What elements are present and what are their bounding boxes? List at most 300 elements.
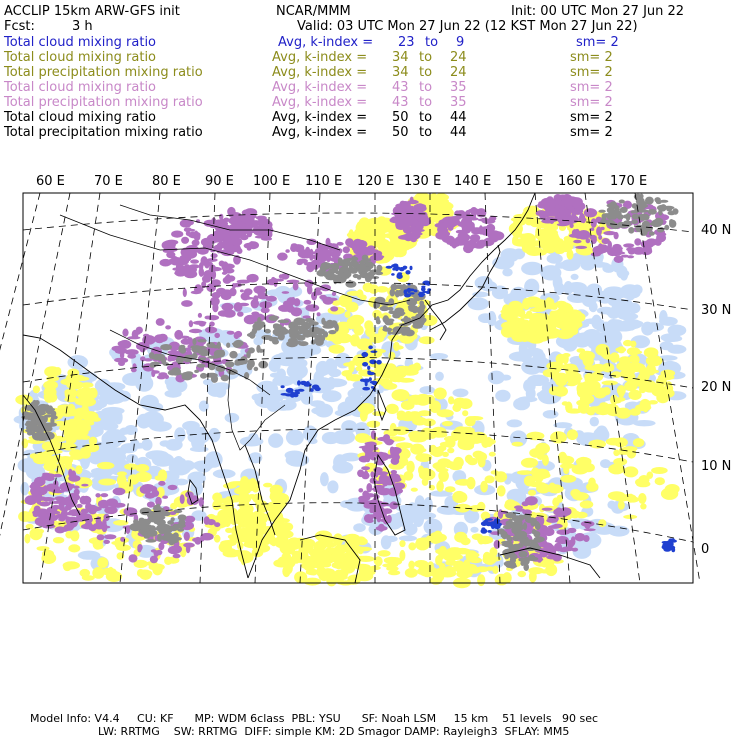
cloud-light-blue bbox=[430, 353, 449, 360]
cloud-gray bbox=[352, 256, 357, 260]
legend-row-4-field: Total cloud mixing ratio bbox=[4, 80, 157, 95]
cloud-gray bbox=[533, 537, 542, 543]
lat-label-1: 40 N bbox=[701, 223, 732, 238]
cloud-blue bbox=[365, 382, 368, 387]
cloud-gray bbox=[668, 211, 676, 215]
cloud-purple bbox=[283, 301, 289, 307]
cloud-light-blue bbox=[90, 472, 99, 478]
cloud-yellow bbox=[436, 432, 448, 438]
cloud-yellow bbox=[542, 454, 549, 465]
footer-physics-info: LW: RRTMG SW: RRTMG DIFF: simple KM: 2D Smagor DAMP: Rayleigh3 SFLAY: MM5 bbox=[98, 725, 570, 738]
cloud-yellow bbox=[323, 555, 329, 564]
cloud-purple bbox=[170, 257, 183, 266]
cloud-blue bbox=[306, 383, 312, 386]
cloud-purple bbox=[184, 532, 190, 541]
cloud-purple bbox=[127, 354, 136, 359]
cloud-yellow bbox=[567, 382, 577, 386]
cloud-purple bbox=[542, 508, 553, 511]
cloud-gray bbox=[372, 276, 380, 279]
cloud-purple bbox=[376, 526, 388, 531]
cloud-yellow bbox=[521, 458, 538, 468]
cloud-purple bbox=[448, 236, 453, 239]
cloud-yellow bbox=[270, 493, 280, 501]
cloud-yellow bbox=[611, 371, 622, 378]
cloud-yellow bbox=[603, 354, 618, 360]
cloud-light-blue bbox=[312, 377, 332, 385]
footer-model-info: Model Info: V4.4 CU: KF MP: WDM 6class PBL: YSU SF: Noah LSM 15 km 51 levels 90 sec bbox=[30, 712, 599, 725]
cloud-yellow bbox=[469, 557, 482, 563]
cloud-yellow bbox=[225, 528, 233, 533]
cloud-light-blue bbox=[141, 395, 159, 410]
cloud-gray bbox=[530, 520, 535, 526]
cloud-light-blue bbox=[571, 274, 579, 280]
cloud-purple bbox=[466, 241, 475, 250]
cloud-purple bbox=[183, 288, 187, 297]
cloud-purple bbox=[112, 503, 126, 508]
cloud-purple bbox=[574, 229, 580, 237]
cloud-blue bbox=[409, 289, 414, 292]
cloud-yellow bbox=[435, 555, 442, 566]
cloud-light-blue bbox=[301, 391, 314, 405]
cloud-purple bbox=[158, 372, 167, 376]
legend-row-1-sm: sm= 2 bbox=[576, 35, 619, 50]
cloud-purple bbox=[543, 212, 556, 215]
cloud-yellow bbox=[447, 461, 455, 468]
cloud-purple bbox=[211, 279, 221, 286]
legend-row-3-sm: sm= 2 bbox=[570, 65, 613, 80]
cloud-light-blue bbox=[174, 456, 183, 463]
cloud-blue bbox=[421, 286, 425, 288]
cloud-yellow bbox=[347, 317, 357, 330]
cloud-light-blue bbox=[582, 329, 602, 346]
cloud-light-blue bbox=[340, 500, 352, 508]
lon-label-11: 160 E bbox=[558, 174, 596, 189]
cloud-gray bbox=[365, 278, 371, 282]
cloud-gray bbox=[295, 341, 302, 344]
cloud-gray bbox=[631, 220, 638, 224]
cloud-purple bbox=[118, 361, 125, 366]
cloud-purple bbox=[32, 490, 42, 493]
cloud-yellow bbox=[41, 552, 56, 564]
cloud-purple bbox=[571, 548, 578, 552]
cloud-purple bbox=[571, 212, 575, 218]
legend-row-6-sm: sm= 2 bbox=[570, 110, 613, 125]
cloud-gray bbox=[649, 231, 655, 235]
cloud-yellow bbox=[562, 305, 573, 312]
cloud-blue bbox=[398, 274, 401, 278]
cloud-purple bbox=[573, 240, 581, 244]
cloud-purple bbox=[89, 525, 96, 532]
cloud-purple bbox=[361, 466, 370, 470]
cloud-light-blue bbox=[567, 282, 587, 293]
cloud-light-blue bbox=[141, 411, 164, 427]
cloud-gray bbox=[345, 281, 356, 288]
cloud-light-blue bbox=[643, 322, 664, 332]
cloud-light-blue bbox=[105, 434, 127, 444]
org-label: NCAR/MMM bbox=[276, 4, 351, 19]
cloud-purple bbox=[364, 470, 368, 477]
legend-row-1-k-to: 9 bbox=[456, 35, 465, 50]
cloud-purple bbox=[584, 208, 597, 217]
cloud-gray bbox=[145, 539, 156, 543]
cloud-yellow bbox=[517, 470, 532, 475]
cloud-gray bbox=[174, 509, 181, 513]
cloud-light-blue bbox=[341, 453, 361, 462]
cloud-purple bbox=[277, 253, 288, 261]
cloud-yellow bbox=[557, 316, 567, 321]
cloud-purple bbox=[395, 220, 400, 229]
cloud-light-blue bbox=[174, 479, 188, 486]
cloud-gray bbox=[29, 421, 36, 425]
cloud-purple bbox=[279, 274, 283, 278]
cloud-light-blue bbox=[590, 417, 599, 427]
cloud-yellow bbox=[665, 484, 680, 494]
cloud-gray bbox=[517, 519, 523, 527]
cloud-yellow bbox=[435, 569, 442, 582]
cloud-gray bbox=[225, 361, 234, 367]
cloud-gray bbox=[334, 271, 343, 274]
cloud-yellow bbox=[314, 562, 325, 569]
fcst-value: 3 h bbox=[72, 19, 93, 34]
cloud-yellow bbox=[98, 479, 116, 486]
cloud-yellow bbox=[415, 394, 431, 406]
cloud-purple bbox=[190, 259, 199, 263]
cloud-purple bbox=[567, 528, 576, 533]
cloud-gray bbox=[192, 338, 196, 345]
cloud-blue bbox=[370, 350, 377, 353]
cloud-yellow bbox=[240, 476, 248, 486]
cloud-light-blue bbox=[518, 396, 538, 402]
cloud-yellow bbox=[388, 240, 404, 251]
legend-row-7-avg: Avg, k-index = bbox=[272, 125, 368, 140]
cloud-yellow bbox=[30, 453, 38, 459]
cloud-yellow bbox=[418, 448, 427, 452]
cloud-yellow bbox=[224, 510, 239, 515]
legend-row-4-avg: Avg, k-index = bbox=[272, 80, 368, 95]
cloud-purple bbox=[198, 313, 202, 318]
cloud-yellow bbox=[360, 410, 368, 422]
cloud-yellow bbox=[511, 331, 527, 342]
lat-label-5: 0 bbox=[701, 542, 710, 557]
cloud-light-blue bbox=[470, 527, 478, 533]
cloud-yellow bbox=[329, 345, 345, 354]
cloud-light-blue bbox=[626, 292, 635, 298]
cloud-purple bbox=[308, 261, 322, 268]
cloud-purple bbox=[97, 534, 105, 540]
cloud-light-blue bbox=[142, 439, 153, 451]
cloud-purple bbox=[612, 252, 621, 257]
cloud-yellow bbox=[212, 500, 221, 510]
cloud-purple bbox=[454, 238, 461, 244]
cloud-light-blue bbox=[543, 410, 559, 419]
lon-label-5: 100 E bbox=[253, 174, 291, 189]
cloud-purple bbox=[103, 540, 110, 544]
cloud-purple bbox=[366, 483, 372, 492]
cloud-purple bbox=[305, 247, 310, 254]
cloud-yellow bbox=[293, 540, 307, 547]
cloud-yellow bbox=[419, 336, 435, 344]
cloud-purple bbox=[410, 197, 414, 204]
cloud-purple bbox=[127, 513, 135, 517]
lon-label-8: 130 E bbox=[404, 174, 442, 189]
legend-row-6-k-from: 50 bbox=[392, 110, 409, 125]
cloud-purple bbox=[266, 296, 277, 302]
cloud-yellow bbox=[658, 388, 675, 398]
legend-row-6-k-to: 44 bbox=[450, 110, 467, 125]
cloud-purple bbox=[546, 544, 554, 552]
cloud-yellow bbox=[343, 362, 356, 366]
cloud-gray bbox=[602, 213, 613, 217]
cloud-yellow bbox=[84, 393, 95, 399]
cloud-gray bbox=[383, 315, 389, 323]
cloud-gray bbox=[325, 266, 329, 269]
cloud-yellow bbox=[567, 429, 578, 440]
cloud-purple bbox=[189, 264, 200, 268]
cloud-yellow bbox=[513, 214, 528, 220]
cloud-purple bbox=[168, 546, 180, 554]
cloud-blue bbox=[367, 372, 375, 375]
cloud-purple bbox=[131, 368, 137, 372]
cloud-purple bbox=[115, 348, 128, 354]
cloud-purple bbox=[241, 214, 248, 223]
cloud-yellow bbox=[518, 321, 525, 330]
cloud-gray bbox=[297, 335, 306, 341]
cloud-gray bbox=[254, 367, 259, 371]
cloud-yellow bbox=[588, 478, 596, 488]
cloud-purple bbox=[390, 449, 400, 456]
cloud-purple bbox=[250, 241, 254, 245]
cloud-light-blue bbox=[633, 420, 656, 426]
cloud-yellow bbox=[82, 575, 95, 581]
cloud-purple bbox=[435, 223, 448, 228]
cloud-purple bbox=[222, 289, 232, 293]
cloud-purple bbox=[307, 285, 313, 294]
cloud-yellow bbox=[376, 286, 389, 293]
fcst-label: Fcst: bbox=[4, 19, 35, 34]
cloud-yellow bbox=[554, 386, 568, 397]
cloud-gray bbox=[520, 532, 527, 537]
cloud-yellow bbox=[219, 515, 231, 527]
cloud-light-blue bbox=[502, 268, 512, 276]
cloud-yellow bbox=[397, 411, 406, 419]
cloud-purple bbox=[221, 261, 228, 271]
cloud-purple bbox=[173, 554, 181, 559]
cloud-yellow bbox=[430, 535, 446, 541]
cloud-yellow bbox=[536, 330, 544, 334]
cloud-blue bbox=[376, 360, 382, 365]
cloud-purple bbox=[199, 267, 204, 277]
legend-row-7-k-to: 44 bbox=[450, 125, 467, 140]
cloud-gray bbox=[43, 432, 55, 440]
lon-label-6: 110 E bbox=[305, 174, 343, 189]
cloud-gray bbox=[331, 263, 339, 271]
cloud-gray bbox=[619, 200, 625, 204]
cloud-blue bbox=[297, 389, 304, 392]
cloud-light-blue bbox=[225, 413, 240, 423]
cloud-purple bbox=[162, 261, 167, 264]
cloud-yellow bbox=[401, 400, 415, 410]
cloud-yellow bbox=[528, 490, 536, 496]
cloud-gray bbox=[36, 406, 47, 411]
cloud-yellow bbox=[377, 333, 384, 342]
cloud-light-blue bbox=[668, 325, 687, 337]
cloud-light-blue bbox=[521, 262, 543, 276]
lon-label-7: 120 E bbox=[357, 174, 395, 189]
valid-time: Valid: 03 UTC Mon 27 Jun 22 (12 KST Mon 27 Jun 22) bbox=[297, 19, 638, 34]
cloud-purple bbox=[634, 238, 641, 245]
cloud-yellow bbox=[467, 458, 478, 466]
cloud-purple bbox=[658, 232, 666, 236]
cloud-yellow bbox=[520, 314, 534, 319]
cloud-purple bbox=[464, 228, 469, 232]
legend-row-1-field: Total cloud mixing ratio bbox=[4, 35, 157, 50]
cloud-blue bbox=[281, 393, 289, 396]
cloud-yellow bbox=[623, 372, 635, 382]
cloud-yellow bbox=[559, 456, 574, 465]
cloud-yellow bbox=[639, 475, 650, 484]
cloud-purple bbox=[49, 506, 57, 515]
cloud-yellow bbox=[445, 486, 456, 492]
cloud-yellow bbox=[411, 488, 418, 492]
cloud-gray bbox=[501, 543, 513, 546]
cloud-gray bbox=[177, 523, 185, 528]
cloud-gray bbox=[248, 347, 255, 353]
cloud-purple bbox=[104, 534, 116, 539]
cloud-gray bbox=[384, 328, 389, 331]
cloud-gray bbox=[42, 417, 46, 425]
cloud-purple bbox=[219, 229, 232, 237]
legend-row-2-k-from: 34 bbox=[392, 50, 409, 65]
legend-row-6-field: Total cloud mixing ratio bbox=[4, 110, 157, 125]
cloud-yellow bbox=[644, 384, 661, 390]
cloud-yellow bbox=[661, 370, 676, 377]
cloud-gray bbox=[388, 311, 396, 315]
cloud-yellow bbox=[53, 537, 64, 543]
cloud-yellow bbox=[75, 465, 82, 474]
cloud-yellow bbox=[577, 386, 589, 398]
cloud-gray bbox=[249, 331, 255, 338]
cloud-yellow bbox=[124, 464, 138, 470]
legend-row-7-k-from: 50 bbox=[392, 125, 409, 140]
cloud-yellow bbox=[474, 453, 485, 458]
cloud-yellow bbox=[529, 448, 545, 458]
legend-row-4-k-from: 43 bbox=[392, 80, 409, 95]
cloud-purple bbox=[522, 501, 529, 506]
cloud-yellow bbox=[42, 451, 53, 457]
cloud-purple bbox=[85, 503, 92, 511]
cloud-yellow bbox=[408, 364, 421, 371]
cloud-yellow bbox=[72, 376, 89, 381]
cloud-gray bbox=[328, 330, 336, 334]
cloud-yellow bbox=[628, 350, 642, 354]
cloud-purple bbox=[564, 196, 578, 202]
cloud-purple bbox=[337, 242, 344, 246]
cloud-purple bbox=[171, 231, 183, 238]
legend-row-5-avg: Avg, k-index = bbox=[272, 95, 368, 110]
cloud-yellow bbox=[422, 478, 429, 486]
cloud-gray bbox=[181, 345, 186, 349]
cloud-yellow bbox=[249, 478, 258, 490]
cloud-purple bbox=[251, 299, 259, 309]
cloud-yellow bbox=[347, 232, 365, 239]
cloud-purple bbox=[598, 235, 602, 240]
cloud-gray bbox=[262, 335, 270, 339]
cloud-gray bbox=[149, 525, 156, 532]
cloud-purple bbox=[261, 307, 270, 313]
cloud-light-blue bbox=[500, 375, 511, 381]
cloud-yellow bbox=[602, 381, 618, 386]
legend-row-7-sm: sm= 2 bbox=[570, 125, 613, 140]
legend-row-5-to: to bbox=[419, 95, 433, 110]
cloud-purple bbox=[256, 216, 267, 220]
cloud-light-blue bbox=[332, 461, 353, 473]
cloud-blue bbox=[362, 362, 368, 367]
cloud-gray bbox=[664, 225, 669, 230]
cloud-purple bbox=[312, 251, 323, 255]
cloud-yellow bbox=[560, 475, 576, 483]
cloud-gray bbox=[327, 274, 338, 279]
cloud-purple bbox=[165, 325, 171, 329]
cloud-purple bbox=[411, 218, 416, 226]
cloud-yellow bbox=[278, 518, 290, 522]
cloud-yellow bbox=[580, 467, 590, 472]
cloud-purple bbox=[389, 501, 398, 509]
cloud-purple bbox=[183, 543, 195, 548]
cloud-yellow bbox=[106, 571, 122, 582]
cloud-yellow bbox=[55, 367, 62, 376]
cloud-blue bbox=[360, 379, 365, 382]
cloud-blue bbox=[662, 545, 668, 550]
cloud-purple bbox=[391, 457, 400, 465]
cloud-purple bbox=[498, 509, 503, 519]
cloud-gray bbox=[390, 289, 396, 297]
cloud-gray bbox=[397, 311, 406, 315]
cloud-blue bbox=[368, 345, 373, 349]
cloud-purple bbox=[275, 279, 284, 282]
cloud-purple bbox=[291, 307, 302, 316]
cloud-yellow bbox=[629, 363, 645, 372]
cloud-purple bbox=[181, 267, 191, 273]
cloud-yellow bbox=[551, 306, 558, 310]
cloud-gray bbox=[33, 433, 40, 437]
legend-row-1-avg: Avg, k-index = bbox=[278, 35, 374, 50]
cloud-gray bbox=[181, 372, 190, 378]
cloud-purple bbox=[393, 482, 405, 489]
cloud-gray bbox=[380, 306, 390, 311]
lon-label-10: 150 E bbox=[506, 174, 544, 189]
cloud-gray bbox=[509, 561, 517, 568]
cloud-yellow bbox=[232, 550, 244, 557]
cloud-yellow bbox=[418, 466, 424, 476]
cloud-yellow bbox=[638, 493, 646, 504]
cloud-yellow bbox=[63, 563, 71, 571]
cloud-purple bbox=[602, 238, 610, 244]
cloud-gray bbox=[648, 209, 657, 215]
cloud-yellow bbox=[477, 574, 485, 586]
cloud-yellow bbox=[79, 424, 91, 432]
cloud-gray bbox=[403, 316, 408, 323]
cloud-gray bbox=[317, 270, 327, 277]
cloud-purple bbox=[104, 506, 117, 514]
cloud-purple bbox=[227, 331, 235, 335]
cloud-light-blue bbox=[537, 391, 551, 398]
cloud-yellow bbox=[353, 556, 370, 561]
cloud-yellow bbox=[386, 566, 398, 571]
latitude-labels bbox=[701, 223, 731, 557]
cloud-yellow bbox=[360, 295, 367, 301]
cloud-gray bbox=[221, 375, 230, 382]
cloud-light-blue bbox=[322, 432, 340, 444]
